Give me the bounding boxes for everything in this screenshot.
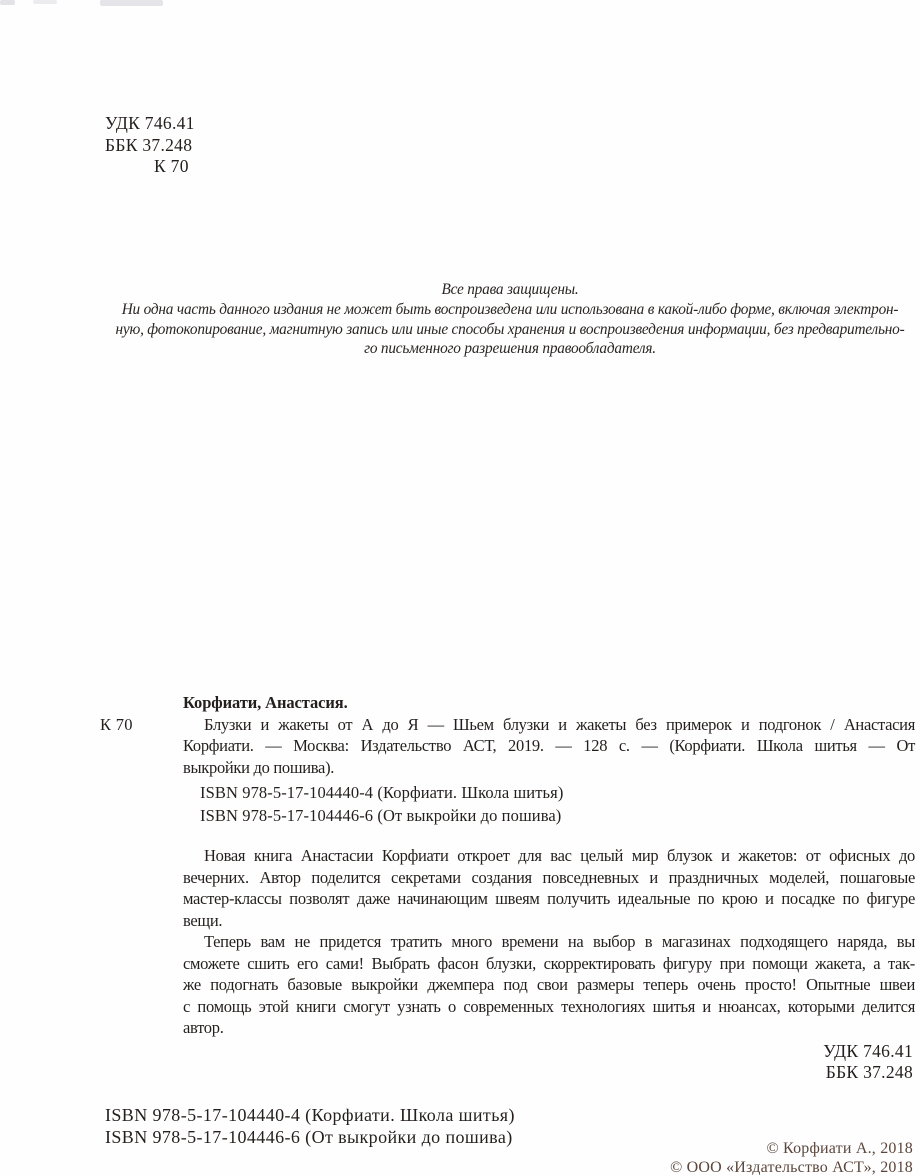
udk-code: УДК 746.41: [105, 113, 195, 133]
top-classification-codes: [105, 113, 195, 178]
bbk-code: ББК 37.248: [825, 1061, 913, 1082]
annotation-line: автор.: [183, 1018, 224, 1037]
isbn-line: ISBN 978-5-17-104440-4 (Корфиати. Школа шитья): [200, 782, 564, 802]
scan-smudge: [0, 0, 15, 5]
bibliographic-description-line: Блузки и жакеты от А до Я — Шьем блузки и жакеты без примерок и подгонок / Анастасия: [204, 714, 915, 734]
author-heading: Корфиати, Анастасия.: [183, 693, 348, 712]
annotation-line: мастер-классы позволят даже начинающим швеям получить идеальные по крою и посадке по фигуре: [183, 889, 915, 908]
rights-line: ную, фотокопирование, магнитную запись или иные способы хранения и воспроизведения информации, без предварительно-: [115, 320, 905, 338]
bbk-code: ББК 37.248: [105, 134, 193, 155]
bibliographic-description-line: выкройки до пошива).: [183, 757, 335, 777]
annotation-line: же подогнать базовые выкройки джемпера под свои размеры теперь очень просто! Опытные швеи: [183, 975, 915, 994]
author-sign-code: К 70: [154, 156, 189, 176]
copyright-line: © ООО «Издательство АСТ», 2018: [670, 1159, 913, 1176]
rights-line: Все права защищены.: [441, 281, 579, 298]
catalog-card: [100, 692, 915, 828]
author-sign-code: К 70: [100, 714, 133, 734]
annotation: [183, 845, 915, 1039]
rights-line: го письменного разрешения правообладателя.: [364, 340, 656, 358]
bibliographic-description-line: Корфиати. — Москва: Издательство АСТ, 2019. — 128 с. — (Корфиати. Школа шитья — От: [183, 736, 915, 755]
udk-code: УДК 746.41: [823, 1041, 913, 1061]
scan-smudge: [33, 0, 57, 4]
copyright-block: [670, 1139, 913, 1176]
annotation-line: с помощь этой книги смогут узнать о современных технологиях шитья и нюансах, которыми делится: [183, 996, 915, 1016]
copyright-line: © Корфиати А., 2018: [766, 1140, 913, 1157]
scan-smudge: [100, 0, 163, 6]
annotation-line: сможете сшить его сами! Выбрать фасон блузки, скорректировать фигуру при помощи жакета, а так-: [183, 953, 915, 973]
annotation-line: Новая книга Анастасии Корфиати откроет для вас целый мир блузок и жакетов: от офисных до: [204, 846, 915, 865]
isbn-block: [200, 781, 915, 828]
isbn-line: ISBN 978-5-17-104440-4 (Корфиати. Школа шитья): [105, 1105, 515, 1125]
annotation-line: вещи.: [183, 910, 223, 930]
isbn-footer: [105, 1105, 515, 1148]
isbn-line: ISBN 978-5-17-104446-6 (От выкройки до пошива): [200, 806, 562, 825]
isbn-line: ISBN 978-5-17-104446-6 (От выкройки до пошива): [105, 1126, 513, 1147]
rights-line: Ни одна часть данного издания не может быть воспроизведена или использована в какой-либо форме, включая электрон-: [121, 300, 899, 318]
annotation-line: вечерних. Автор поделится секретами создания повседневных и праздничных моделей, пошаговые: [183, 867, 915, 887]
rights-notice: [105, 280, 915, 359]
bottom-classification-codes: [823, 1041, 913, 1082]
annotation-line: Теперь вам не придется тратить много времени на выбор в магазинах подходящего наряда, вы: [204, 932, 915, 951]
